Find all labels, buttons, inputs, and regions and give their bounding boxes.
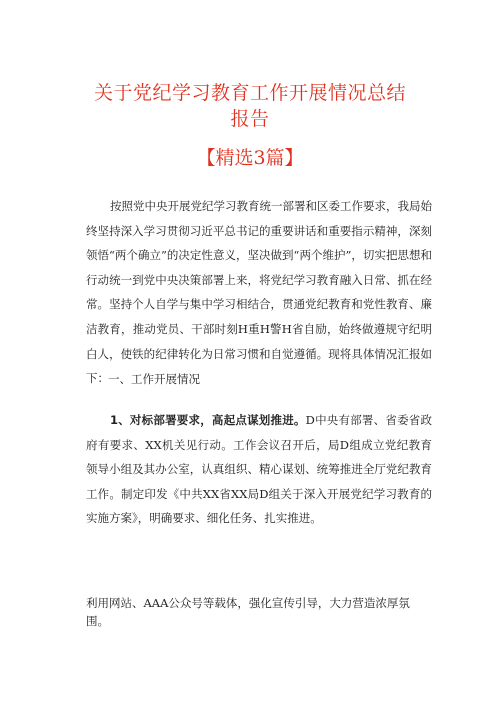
item1-paragraph (86, 408, 432, 531)
document-subtitle: 【精选3篇】 (196, 147, 304, 169)
document-title-line2: 报告 (230, 108, 270, 130)
intro-paragraph: 按照党中央开展党纪学习教育统一部署和区委工作要求，我局始终坚持深入学习贯彻习近平总书记的重要讲话和重要指示精神，深刻领悟“两个确立”的决定性意义，坚决做到“两个维护”，切实把思想和行动统一到党中央决策部署上来，将党纪学习教育融入日常、抓在经常。坚持个人自学与集中学习相结合，贯通党纪教育和党性教育、廉洁教育，推动党员、干部时刻H重H警H省自励，始终做遵规守纪明白人，使铁的纪律转化为日常习惯和自觉遵循。现将具体情况汇报如下： (86, 199, 432, 386)
item1-lead: 1、对标部署要求，高起点谋划推进。 (110, 413, 306, 427)
item2-paragraph: 利用网站、AAA公众号等载体，强化宣传引导，大力营造浓厚氛围。 (86, 596, 410, 628)
document-title-line1: 关于党纪学习教育工作开展情况总结 (93, 82, 406, 104)
item1-body: D中央有部署、省委省政府有要求、XX机关见行动。工作会议召开后，局D组成立党纪教育领导小组及其办公室，认真组织、精心谋划、统筹推进全厅党纪教育工作。制定印发《中共XX省XX局D组关于深入开展党纪学习教育的实施方案》，明确要求、细化任务、扎实推进。 (86, 413, 432, 526)
section1-heading: 一、工作开展情况 (108, 372, 200, 386)
